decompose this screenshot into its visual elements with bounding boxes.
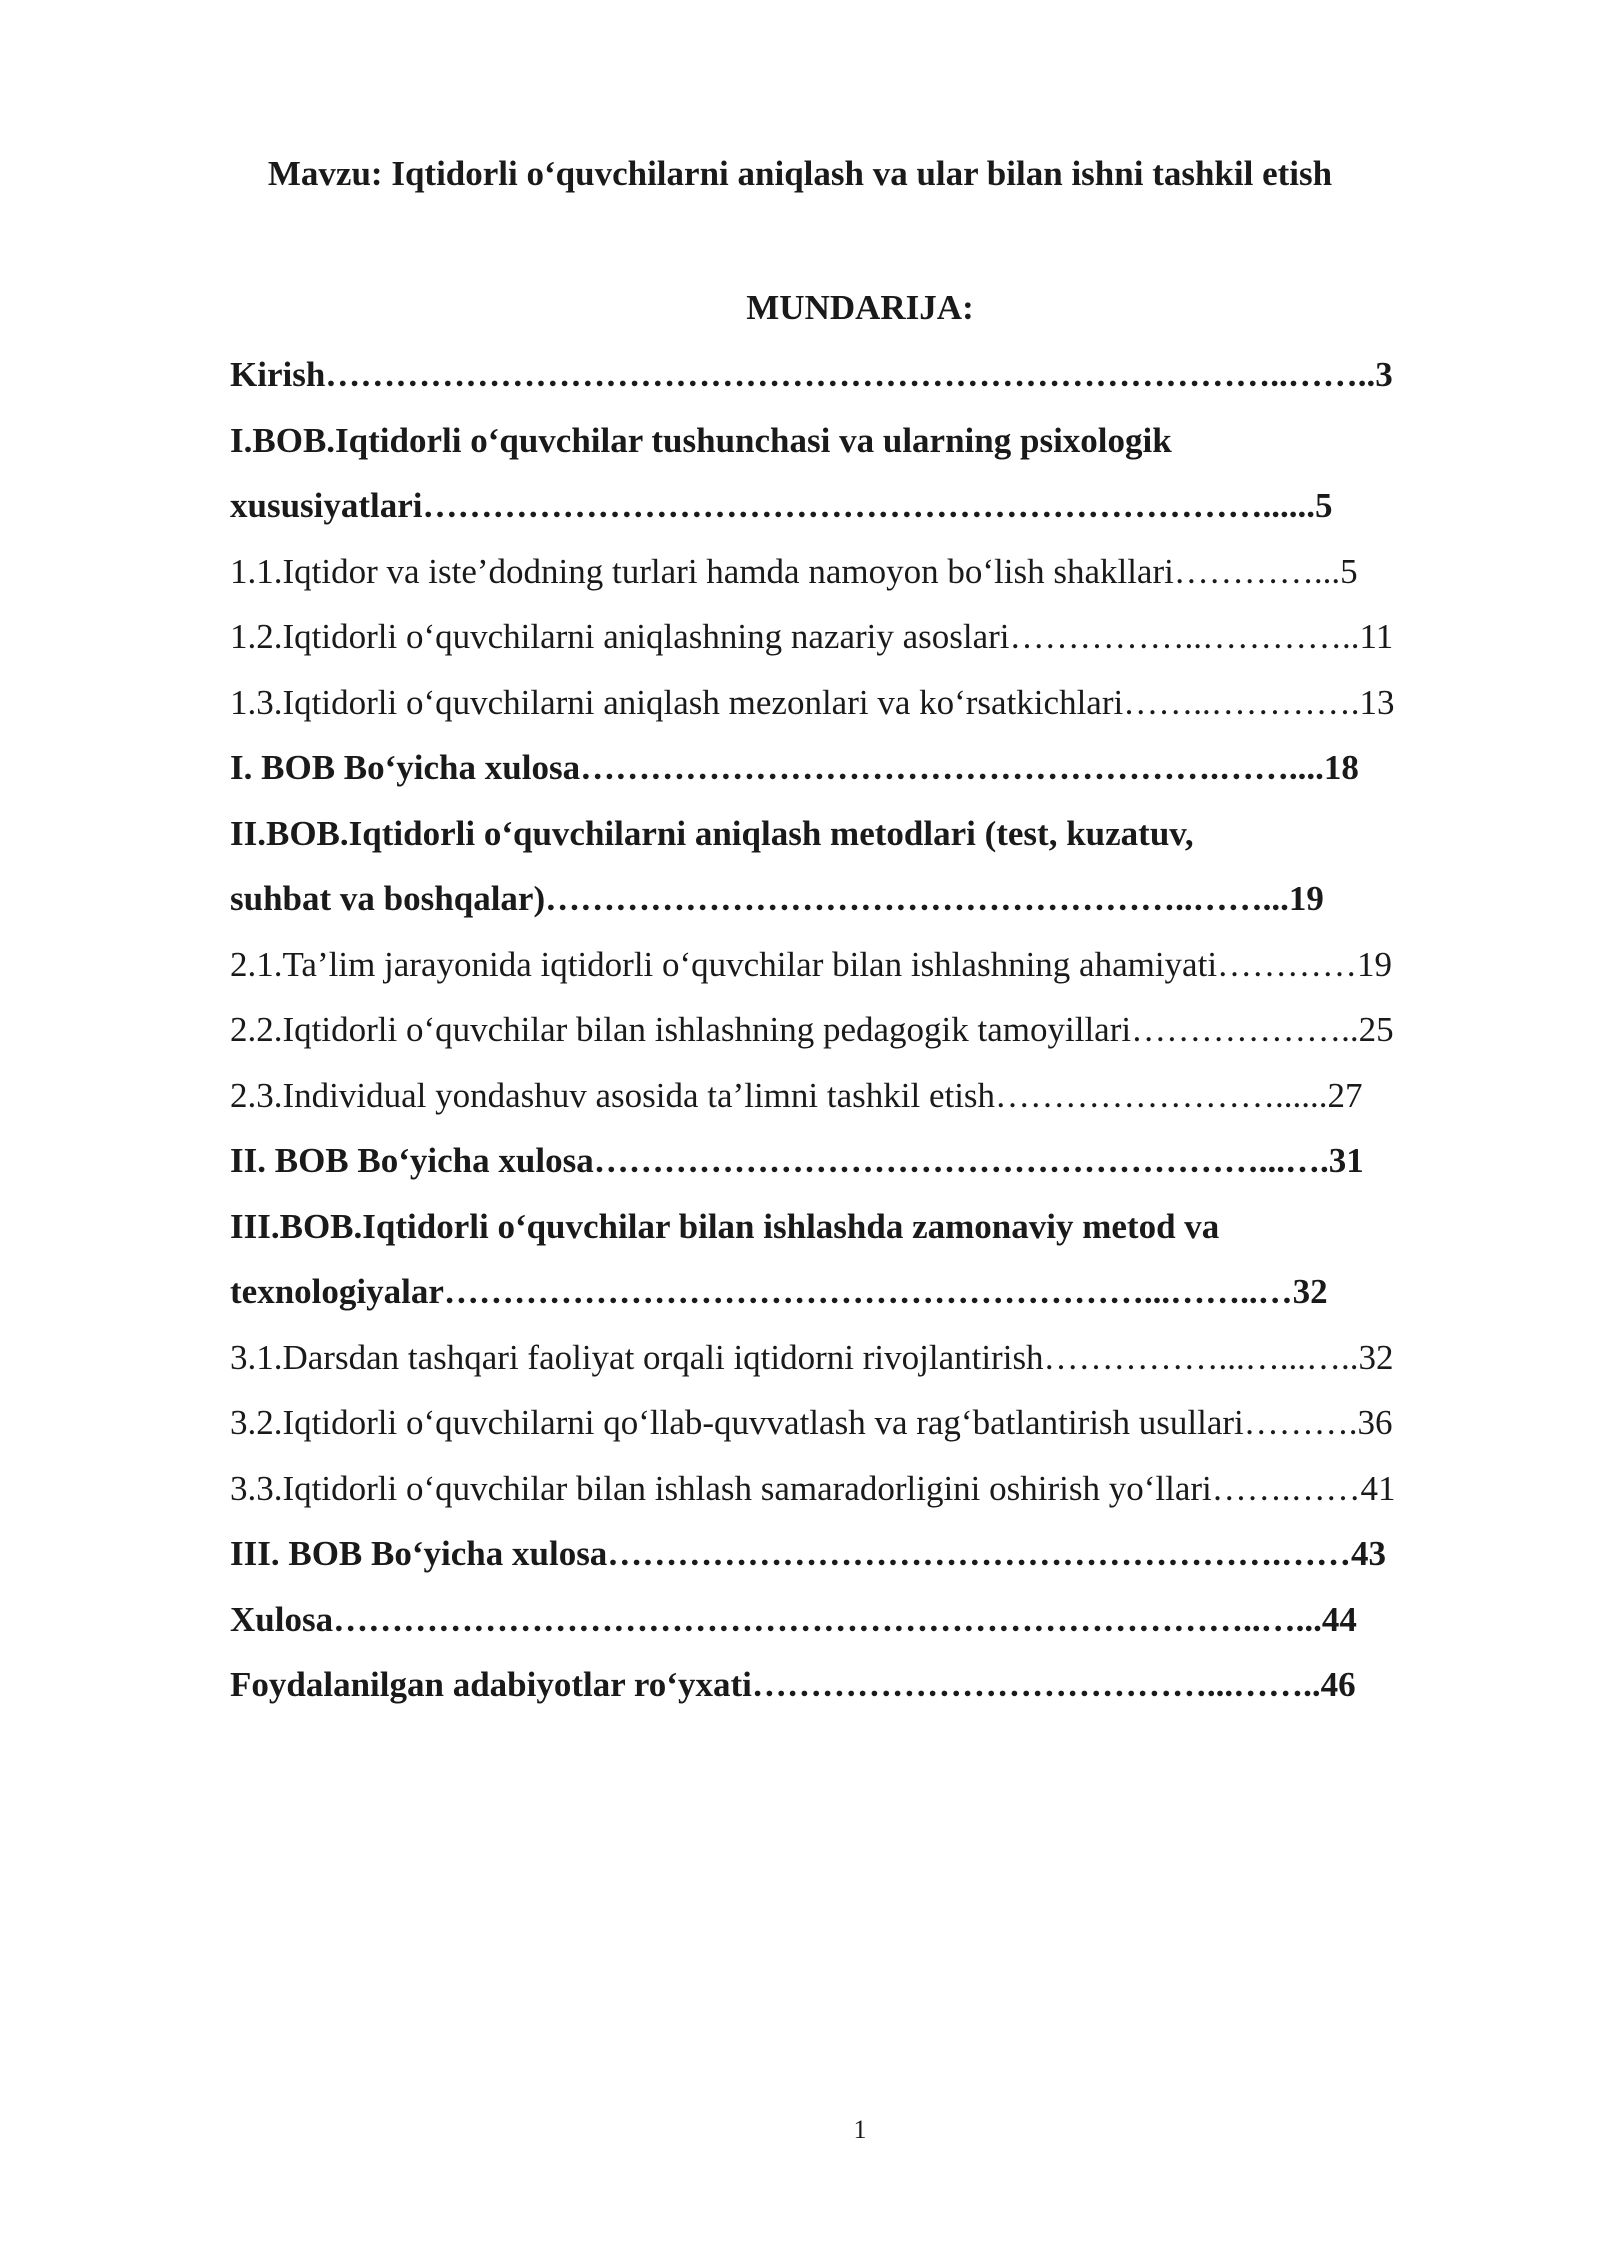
toc-entry: xususiyatlari………………………………………………………………......5 — [230, 486, 1333, 525]
toc-entry: 2.2.Iqtidorli o‘quvchilar bilan ishlashning pedagogik tamoyillari………………..25 — [230, 1010, 1394, 1049]
toc-entry: III.BOB.Iqtidorli o‘quvchilar bilan ishlashda zamonaviy metod va — [230, 1206, 1220, 1246]
toc-entry: 1.1.Iqtidor va iste’dodning turlari hamda namoyon bo‘lish shakllari…………...5 — [230, 551, 1358, 591]
table-of-contents — [230, 342, 1490, 1718]
toc-entry: 2.1.Ta’lim jarayonida iqtidorli o‘quvchilar bilan ishlashning ahamiyati…………19 — [230, 944, 1393, 984]
toc-entry: 3.2.Iqtidorli o‘quvchilarni qo‘llab-quvvatlash va rag‘batlantirish usullari……….36 — [230, 1403, 1393, 1442]
toc-entry: suhbat va boshqalar)………………………………………………..……...19 — [230, 879, 1324, 918]
toc-entry: 1.2.Iqtidorli o‘quvchilarni aniqlashning nazariy asoslari……………..…………..11 — [230, 617, 1394, 656]
toc-entry: 3.3.Iqtidorli o‘quvchilar bilan ishlash samaradorligini oshirish yo‘llari…….……41 — [230, 1468, 1396, 1508]
toc-heading: MUNDARIJA: — [746, 288, 974, 327]
toc-entry: 3.1.Darsdan tashqari faoliyat orqali iqtidorni rivojlantirish……………...…...…..32 — [230, 1337, 1394, 1377]
toc-entry: texnologiyalar……………………………………………………...……..…32 — [230, 1272, 1328, 1311]
toc-entry: 2.3.Individual yondashuv asosida ta’limni tashkil etish……………………......27 — [230, 1075, 1363, 1115]
toc-entry: Xulosa……………………………………………………………………..…...44 — [230, 1599, 1357, 1639]
toc-entry: Kirish………………………………………………………………………..……..3 — [230, 355, 1393, 394]
toc-entry: I. BOB Bo‘yicha xulosa……………………………………………….……....18 — [230, 748, 1359, 787]
toc-entry: II.BOB.Iqtidorli o‘quvchilarni aniqlash metodlari (test, kuzatuv, — [230, 813, 1194, 853]
page-number: 1 — [853, 2115, 867, 2144]
toc-entry: III. BOB Bo‘yicha xulosa………………………………………………….……43 — [230, 1534, 1387, 1573]
toc-entry: II. BOB Bo‘yicha xulosa…………………………………………………...….31 — [230, 1141, 1364, 1180]
toc-entry: I.BOB.Iqtidorli o‘quvchilar tushunchasi va ularning psixologik — [230, 420, 1172, 460]
toc-entry: Foydalanilgan adabiyotlar ro‘yxati…………………………………...……..46 — [230, 1665, 1356, 1704]
toc-entry: 1.3.Iqtidorli o‘quvchilarni aniqlash mezonlari va ko‘rsatkichlari……..………….13 — [230, 682, 1395, 722]
document-topic: Mavzu: Iqtidorli o‘quvchilarni aniqlash va ular bilan ishni tashkil etish — [267, 154, 1333, 193]
